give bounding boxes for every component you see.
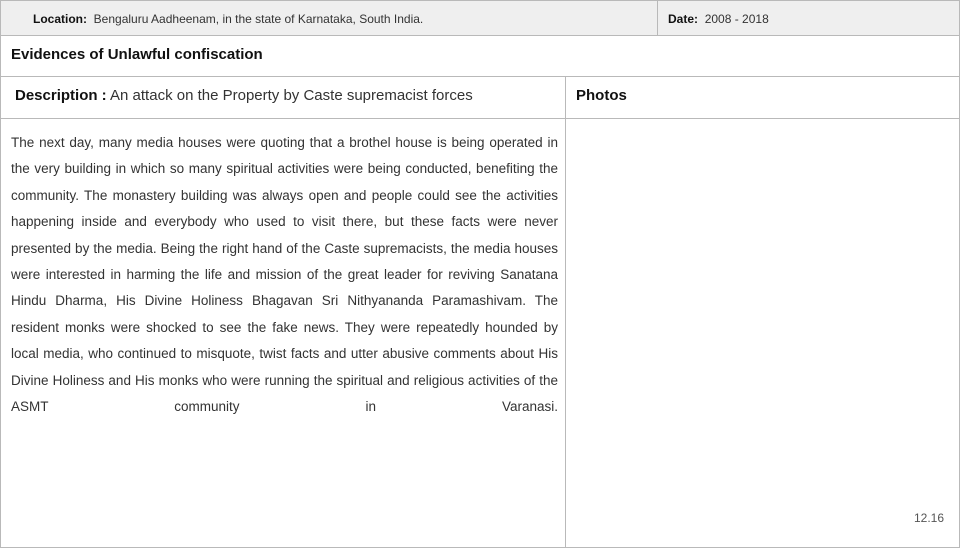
date-line — [668, 12, 769, 26]
date-value: 2008 - 2018 — [704, 12, 769, 26]
body-text: The next day, many media houses were quoting that a brothel house is being operated in the very building in which so many spiritual activities were being conducted, benefiting the community. The monastery building was always open and people could see the activities happening inside and everybody who used to visit there, but these facts were never presented by the media. Being the right hand of the Caste supremacists, the media houses were interested in harming the life and mission of the great leader for reviving Sanatana Hindu Dharma, His Divine Holiness Bhagavan Sri Nithyananda Paramashivam. The resident monks were shocked to see the fake news. They were repeatedly hounded by local media, who continued to misquote, twist facts and utter abusive comments about His Divine Holiness and His monks who were running the spiritual and religious activities of the ASMT community in Varanasi. — [11, 135, 558, 415]
description-label: Description : — [15, 87, 107, 104]
description-line — [15, 87, 473, 104]
location-label: Location: — [33, 12, 87, 26]
description-value: An attack on the Property by Caste supremacist forces — [110, 87, 473, 104]
page-number: 12.16 — [913, 511, 944, 525]
page-title: Evidences of Unlawful confiscation — [11, 46, 263, 63]
photos-label: Photos — [576, 87, 627, 104]
location-value: Bengaluru Aadheenam, in the state of Karnataka, South India. — [93, 12, 424, 26]
description-cell — [0, 76, 566, 119]
photos-header-cell — [565, 76, 960, 119]
date-label: Date: — [668, 12, 699, 26]
body-text-cell — [0, 118, 566, 548]
location-line — [33, 12, 423, 26]
location-cell — [0, 0, 658, 36]
photos-cell — [565, 118, 960, 548]
date-cell — [657, 0, 960, 36]
title-cell — [0, 35, 960, 77]
